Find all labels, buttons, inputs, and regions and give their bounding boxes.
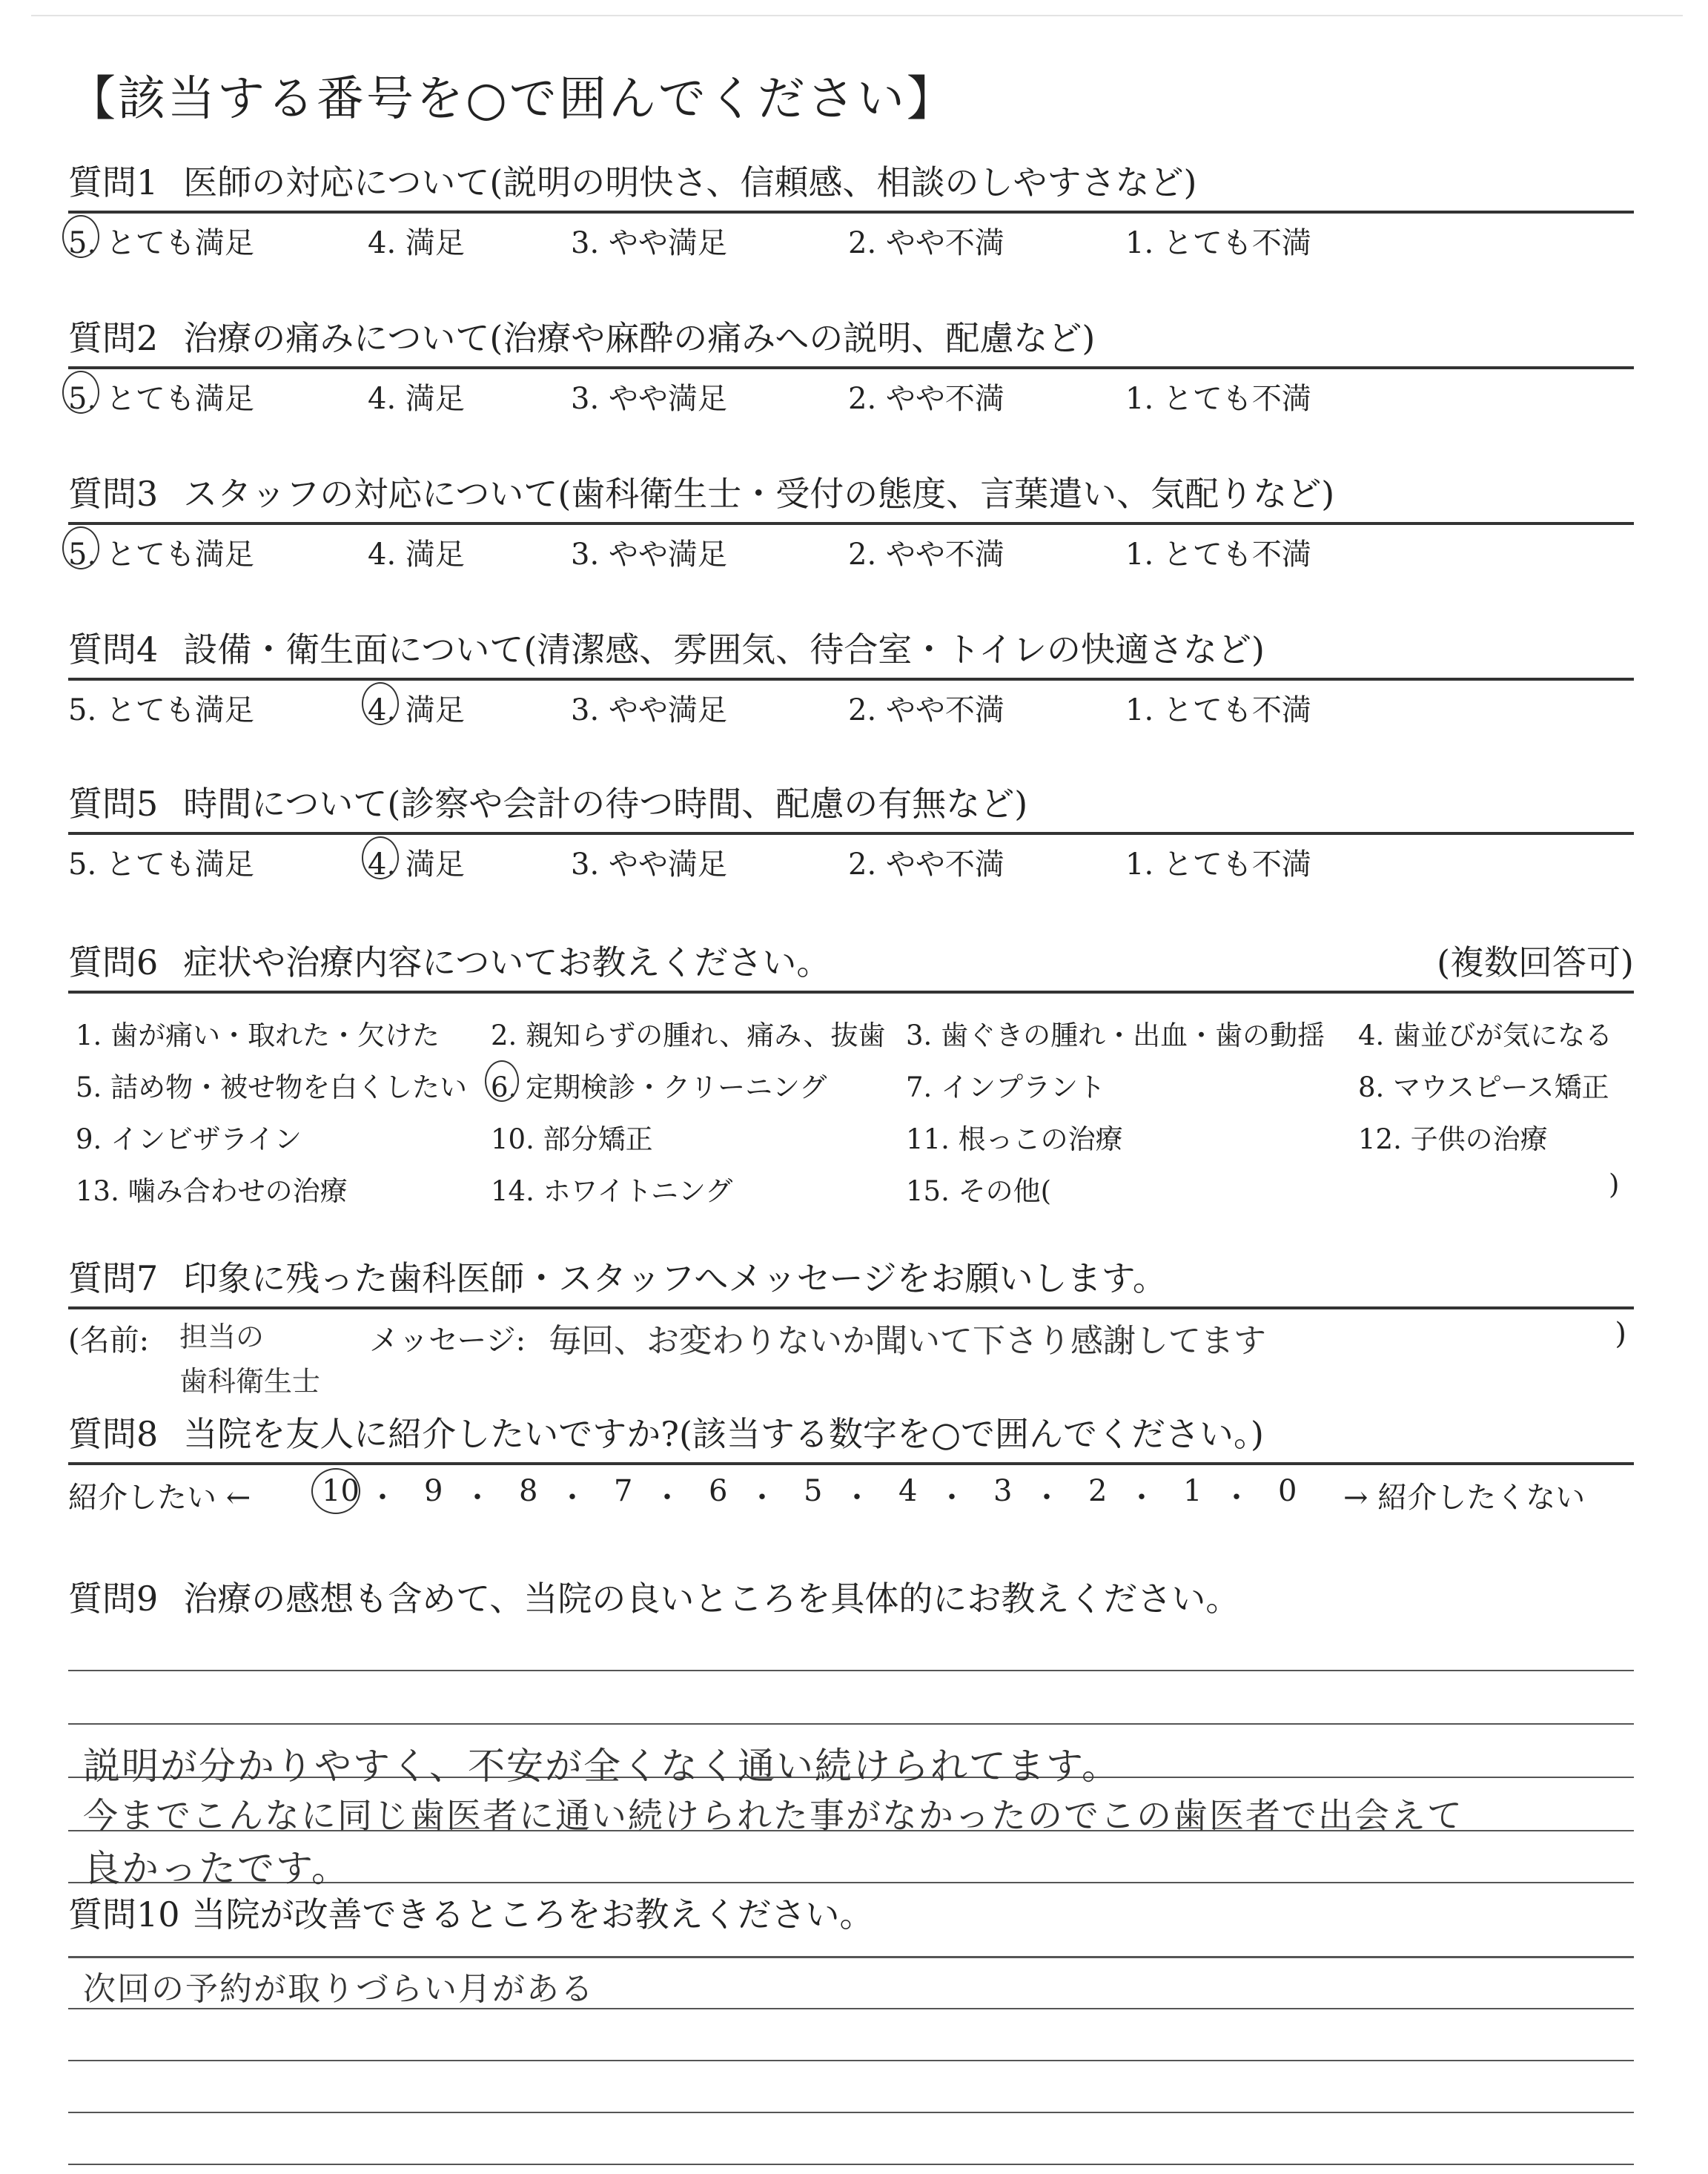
rating-option-5[interactable] xyxy=(68,841,254,883)
question-1 xyxy=(68,156,1634,258)
rating-option-label: 3. やや満足 xyxy=(571,382,727,416)
scale-value[interactable]: 1 xyxy=(1183,1474,1202,1508)
scale-separator: ・ xyxy=(463,1481,492,1515)
question-5 xyxy=(68,777,1634,882)
rating-option-label: 2. やや不満 xyxy=(848,693,1004,727)
question-text: スタッフの対応について(歯科衛生士・受付の態度、言葉遣い、気配りなど) xyxy=(183,474,1335,514)
rating-option-5[interactable] xyxy=(68,687,254,729)
rating-option-5[interactable] xyxy=(68,375,254,417)
rating-option-1[interactable] xyxy=(1125,531,1311,573)
rating-option-3[interactable] xyxy=(571,531,727,573)
message-value: 毎回、お変わりないか聞いて下さり感謝してます xyxy=(549,1322,1266,1360)
question-number: 質問7 xyxy=(68,1258,159,1298)
rating-option-label: 4. 満足 xyxy=(368,693,465,727)
rating-option-2[interactable] xyxy=(848,375,1004,417)
question-number: 質問6 xyxy=(68,942,159,982)
question-number: 質問4 xyxy=(68,630,159,670)
scale-separator: ・ xyxy=(747,1481,777,1515)
question-number: 質問3 xyxy=(68,474,159,514)
q6-option[interactable]: 12. 子供の治療 xyxy=(1358,1123,1548,1155)
q6-option[interactable]: 1. 歯が痛い・取れた・欠けた xyxy=(76,1020,440,1051)
question-3 xyxy=(68,467,1634,572)
question-10 xyxy=(68,1888,1634,2174)
rating-options xyxy=(68,681,1634,725)
rating-option-2[interactable] xyxy=(848,219,1004,262)
q6-option[interactable]: 13. 噛み合わせの治療 xyxy=(76,1175,348,1207)
question-text: 当院が改善できるところをお教えください。 xyxy=(191,1894,874,1935)
selection-circle xyxy=(485,1060,519,1102)
rating-options xyxy=(68,369,1634,414)
question-number: 質問5 xyxy=(68,784,159,824)
scale-value[interactable]: 9 xyxy=(424,1474,443,1508)
name-label: (名前: xyxy=(68,1324,150,1358)
rating-option-label: 2. やや不満 xyxy=(848,848,1004,882)
rating-option-5[interactable] xyxy=(68,219,254,262)
q9-answer-area xyxy=(68,1621,1634,1890)
scale-separator: ・ xyxy=(1222,1481,1251,1515)
question-number: 質問2 xyxy=(68,318,159,358)
rating-option-label: 4. 満足 xyxy=(368,382,465,416)
rating-option-label: 1. とても不満 xyxy=(1125,226,1311,260)
question-9 xyxy=(68,1572,1634,1890)
rating-options xyxy=(68,525,1634,572)
question-text: 当院を友人に紹介したいですか?(該当する数字を○で囲んでください。) xyxy=(183,1414,1264,1454)
rating-option-4[interactable] xyxy=(368,375,465,417)
q6-option[interactable]: 2. 親知らずの腫れ、痛み、抜歯 xyxy=(491,1020,886,1051)
scale-value[interactable]: 10 xyxy=(322,1474,360,1508)
rating-option-label: 5. とても満足 xyxy=(68,382,254,416)
rating-option-label: 3. やや満足 xyxy=(571,538,727,572)
other-close-paren: ) xyxy=(1609,1169,1620,1200)
rating-option-label: 5. とても満足 xyxy=(68,848,254,882)
scale-separator: ・ xyxy=(842,1481,872,1515)
rating-option-label: 3. やや満足 xyxy=(571,848,727,882)
q6-option[interactable]: 4. 歯並びが気になる xyxy=(1358,1020,1613,1051)
message-close: ) xyxy=(1615,1317,1626,1351)
scale-separator: ・ xyxy=(368,1481,397,1515)
scale-value[interactable]: 0 xyxy=(1278,1474,1297,1508)
rating-option-label: 1. とても不満 xyxy=(1125,693,1311,727)
scale-left-label: 紹介したい ← xyxy=(68,1481,251,1515)
q10-answer-area xyxy=(68,1937,1634,2174)
question-number: 質問10 xyxy=(68,1894,180,1935)
q6-option[interactable]: 9. インビザライン xyxy=(76,1123,302,1155)
question-6 xyxy=(68,936,1634,1209)
rating-option-label: 3. やや満足 xyxy=(571,226,727,260)
rating-option-label: 1. とても不満 xyxy=(1125,538,1311,572)
rating-option-4[interactable] xyxy=(368,841,465,883)
rating-option-label: 2. やや不満 xyxy=(848,538,1004,572)
q6-option[interactable]: 6. 定期検診・クリーニング xyxy=(491,1071,827,1103)
question-text: 医師の対応について(説明の明快さ、信頼感、相談のしやすさなど) xyxy=(183,162,1197,202)
q9-answer-line: 説明が分かりやすく、不安が全くなく通い続けられてます。 xyxy=(83,1745,1120,1788)
scale-separator: ・ xyxy=(1032,1481,1062,1515)
rating-option-label: 1. とても不満 xyxy=(1125,382,1311,416)
q6-option[interactable]: 11. 根っこの治療 xyxy=(906,1123,1123,1155)
rating-option-3[interactable] xyxy=(571,375,727,417)
rating-option-5[interactable] xyxy=(68,531,254,573)
rating-option-3[interactable] xyxy=(571,841,727,883)
q9-answer-line: 今までこんなに同じ歯医者に通い続けられた事がなかったのでこの歯医者で出会えて xyxy=(83,1796,1463,1837)
scale-value[interactable]: 8 xyxy=(519,1474,538,1508)
scale-value[interactable]: 5 xyxy=(804,1474,823,1508)
question-number: 質問8 xyxy=(68,1414,159,1454)
question-text: 治療の感想も含めて、当院の良いところを具体的にお教えください。 xyxy=(183,1579,1240,1619)
scale-value[interactable]: 2 xyxy=(1088,1474,1108,1508)
rating-option-1[interactable] xyxy=(1125,219,1311,262)
question-text: 治療の痛みについて(治療や麻酔の痛みへの説明、配慮など) xyxy=(183,318,1096,358)
scale-value[interactable]: 4 xyxy=(898,1474,918,1508)
q6-option[interactable]: 5. 詰め物・被せ物を白くしたい xyxy=(76,1071,468,1103)
question-7 xyxy=(68,1252,1634,1398)
rating-option-2[interactable] xyxy=(848,841,1004,883)
question-2 xyxy=(68,311,1634,414)
q6-option[interactable]: 3. 歯ぐきの腫れ・出血・歯の動揺 xyxy=(906,1020,1325,1051)
q6-option[interactable]: 15. その他( xyxy=(906,1175,1052,1207)
question-number: 質問1 xyxy=(68,162,159,202)
scale-value[interactable]: 6 xyxy=(709,1474,728,1508)
rating-option-label: 1. とても不満 xyxy=(1125,848,1311,882)
question-text: 設備・衛生面について(清潔感、雰囲気、待合室・トイレの快適さなど) xyxy=(183,630,1265,670)
rating-option-1[interactable] xyxy=(1125,687,1311,729)
scale-separator: ・ xyxy=(557,1481,587,1515)
scale-value[interactable]: 3 xyxy=(993,1474,1013,1508)
name-value-line2: 歯科衛生士 xyxy=(179,1365,321,1398)
q10-answer-line: 次回の予約が取りづらい月がある xyxy=(83,1970,595,2008)
rating-option-label: 4. 満足 xyxy=(368,226,465,260)
recommend-scale xyxy=(68,1465,1634,1519)
rating-option-1[interactable] xyxy=(1125,375,1311,417)
rating-options xyxy=(68,835,1634,882)
q6-option[interactable]: 8. マウスピース矯正 xyxy=(1358,1071,1609,1103)
rating-option-label: 3. やや満足 xyxy=(571,693,727,727)
q6-option[interactable]: 7. インプラント xyxy=(906,1071,1106,1103)
rating-option-1[interactable] xyxy=(1125,841,1311,883)
multiple-answer-hint: (複数回答可) xyxy=(1437,942,1634,982)
rating-option-label: 5. とても満足 xyxy=(68,226,254,260)
scale-separator: ・ xyxy=(1127,1481,1156,1515)
q9-answer-line: 良かったです。 xyxy=(83,1847,350,1890)
rating-option-label: 5. とても満足 xyxy=(68,538,254,572)
rating-option-label: 2. やや不満 xyxy=(848,226,1004,260)
scale-separator: ・ xyxy=(652,1481,682,1515)
selection-circle xyxy=(362,836,399,879)
name-value-line1: 担当の xyxy=(179,1321,265,1353)
question-text: 印象に残った歯科医師・スタッフへメッセージをお願いします。 xyxy=(183,1258,1167,1298)
rating-options xyxy=(68,214,1634,258)
rating-option-3[interactable] xyxy=(571,219,727,262)
selection-circle xyxy=(362,682,399,725)
rating-option-label: 4. 満足 xyxy=(368,848,465,882)
q6-option[interactable]: 14. ホワイトニング xyxy=(491,1175,733,1207)
scale-separator: ・ xyxy=(937,1481,967,1515)
question-number: 質問9 xyxy=(68,1579,159,1619)
question-4 xyxy=(68,623,1634,725)
question-text: 時間について(診察や会計の待つ時間、配慮の有無など) xyxy=(183,784,1028,824)
selection-circle xyxy=(62,215,99,258)
page-title: 【該当する番号を○で囲んでください】 xyxy=(68,72,956,127)
rating-option-label: 2. やや不満 xyxy=(848,382,1004,416)
rating-option-4[interactable] xyxy=(368,687,465,729)
q6-options xyxy=(68,994,1634,1209)
selection-circle xyxy=(62,526,99,569)
selection-circle xyxy=(62,371,99,414)
rating-option-4[interactable] xyxy=(368,219,465,262)
rating-option-2[interactable] xyxy=(848,531,1004,573)
question-8 xyxy=(68,1407,1634,1519)
rating-option-3[interactable] xyxy=(571,687,727,729)
question-text: 症状や治療内容についてお教えください。 xyxy=(183,942,831,982)
selection-circle xyxy=(311,1468,360,1514)
message-label: メッセージ: xyxy=(369,1324,526,1358)
rating-option-4[interactable] xyxy=(368,531,465,573)
scale-right-label: → 紹介したくない xyxy=(1343,1481,1586,1515)
rating-option-label: 4. 満足 xyxy=(368,538,465,572)
rating-option-2[interactable] xyxy=(848,687,1004,729)
q6-option[interactable]: 10. 部分矯正 xyxy=(491,1123,653,1155)
scale-value[interactable]: 7 xyxy=(614,1474,633,1508)
rating-option-label: 5. とても満足 xyxy=(68,693,254,727)
